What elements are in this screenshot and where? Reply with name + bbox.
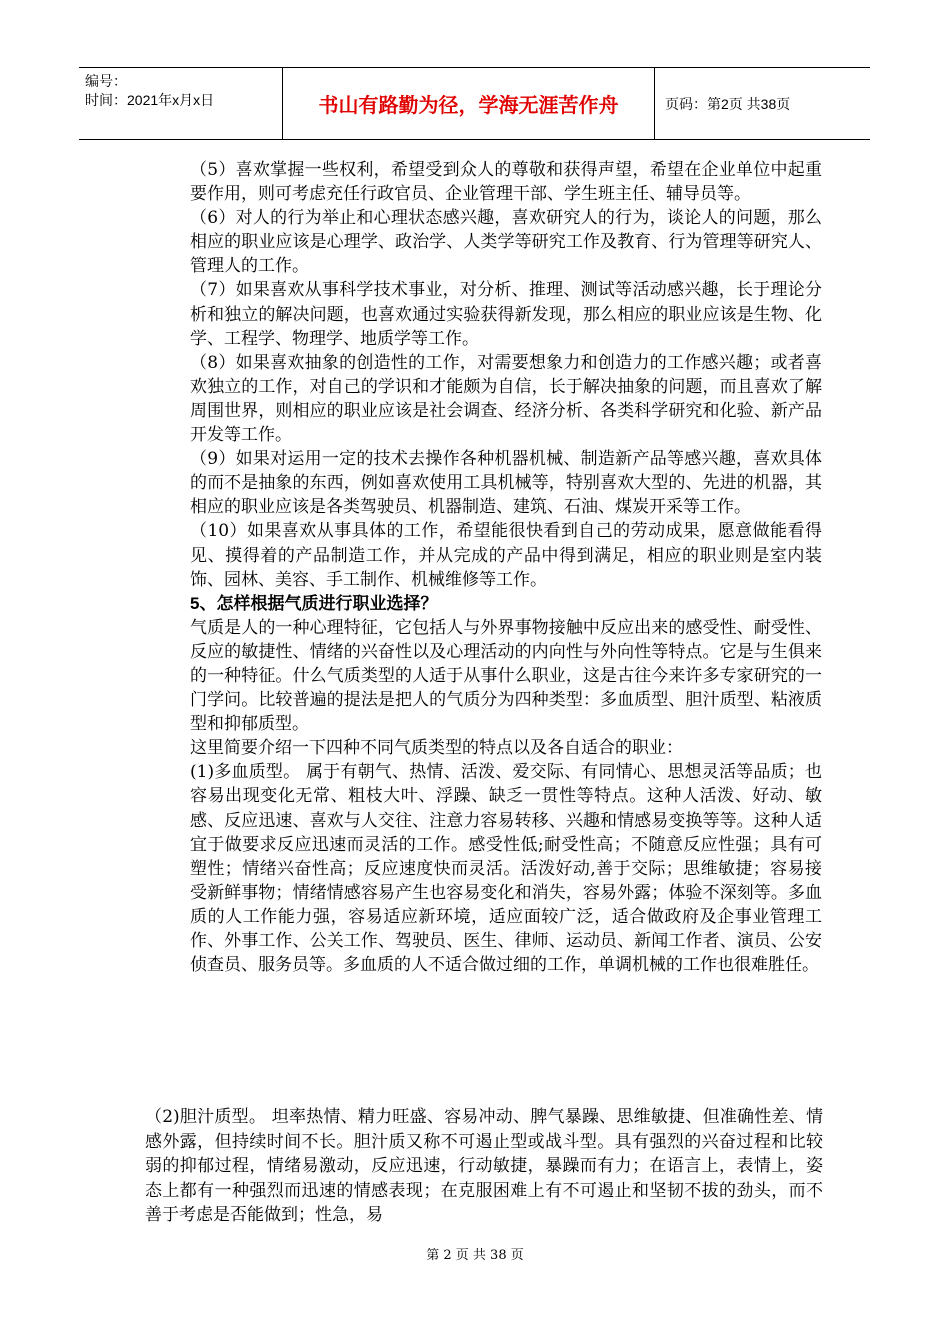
paragraph: （10）如果喜欢从事具体的工作，希望能很快看到自己的劳动成果，愿意做能看得见、摸得着的产品制造工作，并从完成的产品中得到满足，相应的职业则是室内装饰、园林、美容、手工制作、机械维修等工作。: [190, 521, 822, 590]
document-code-label: 编号：: [85, 73, 127, 89]
page-footer: 第 2 页 共 38 页: [426, 1248, 524, 1263]
paragraph: （2)胆汁质型。 坦率热情、精力旺盛、容易冲动、脾气暴躁、思维敏捷、但准确性差、情感外露，但持续时间不长。胆汁质又称不可遏止型或战斗型。具有强烈的兴奋过程和比较弱的抑郁过程，情绪易激动，反应迅速，行动敏捷，暴躁而有力；在语言上，表情上，姿态上都有一种强烈而迅速的情感表现；在克服困难上有不可遏止和坚韧不拔的劲头，而不善于考虑是否能做到；性急，易: [145, 1107, 823, 1225]
header-motto: 书山有路勤为径，学海无涯苦作舟: [283, 68, 655, 139]
paragraph: (1)多血质型。 属于有朝气、热情、活泼、爱交际、有同情心、思想灵活等品质；也容易出现变化无常、粗枝大叶、浮躁、缺乏一贯性等特点。这种人活泼、好动、敏感、反应迅速、喜欢与人交往、注意力容易转移、兴趣和情感易变换等等。这种人适宜于做要求反应迅速而灵活的工作。感受性低;耐受性高；不随意反应性强；具有可塑性；情绪兴奋性高；反应速度快而灵活。活泼好动,善于交际；思维敏捷；容易接受新鲜事物；情绪情感容易产生也容易变化和消失，容易外露；体验不深刻等。多血质的人工作能力强，容易适应新环境，适应面较广泛，适合做政府及企事业管理工作、外事工作、公关工作、驾驶员、医生、律师、运动员、新闻工作者、演员、公安侦查员、服务员等。多血质的人不适合做过细的工作，单调机械的工作也很难胜任。: [190, 762, 822, 976]
paragraph: （5）喜欢掌握一些权利，希望受到众人的尊敬和获得声望，希望在企业单位中起重要作用，则可考虑充任行政官员、企业管理干部、学生班主任、辅导员等。: [190, 160, 822, 205]
header-meta: [79, 68, 283, 139]
header-page-info: 页码：第2页 共38页: [665, 95, 791, 112]
document-date: 时间：2021年x月x日: [85, 92, 215, 108]
paragraph: （8）如果喜欢抽象的创造性的工作，对需要想象力和创造力的工作感兴趣；或者喜欢独立的工作，对自己的学识和才能颇为自信，长于解决抽象的问题，而且喜欢了解周围世界，则相应的职业应该是社会调查、经济分析、各类科学研究和化验、新产品开发等工作。: [190, 352, 822, 446]
paragraph: （9）如果对运用一定的技术去操作各种机器机械、制造新产品等感兴趣，喜欢具体的而不是抽象的东西，例如喜欢使用工具机械等，特别喜欢大型的、先进的机器，其相应的职业应该是各类驾驶员、机器制造、建筑、石油、煤炭开采等工作。: [190, 449, 822, 518]
body-text: [190, 158, 822, 977]
paragraph: （7）如果喜欢从事科学技术事业，对分析、推理、测试等活动感兴趣，长于理论分析和独立的解决问题，也喜欢通过实验获得新发现，那么相应的职业应该是生物、化学、工程学、物理学、地质学等工作。: [190, 280, 822, 349]
section-heading: 5、怎样根据气质进行职业选择？: [190, 593, 438, 613]
paragraph: 气质是人的一种心理特征，它包括人与外界事物接触中反应出来的感受性、耐受性、反应的敏捷性、情绪的兴奋性以及心理活动的内向性与外向性等特点。它是与生俱来的一种特征。什么气质类型的人适于从事什么职业，这是古往今来许多专家研究的一门学问。比较普遍的提法是把人的气质分为四种类型：多血质型、胆汁质型、粘液质型和抑郁质型。: [190, 617, 822, 735]
page-header: [79, 67, 870, 140]
paragraph: （6）对人的行为举止和心理状态感兴趣，喜欢研究人的行为，谈论人的问题，那么相应的职业应该是心理学、政治学、人类学等研究工作及教育、行为管理等研究人、管理人的工作。: [190, 208, 822, 277]
body-text-wide: [145, 1105, 823, 1228]
paragraph: 这里简要介绍一下四种不同气质类型的特点以及各自适合的职业：: [190, 738, 683, 759]
